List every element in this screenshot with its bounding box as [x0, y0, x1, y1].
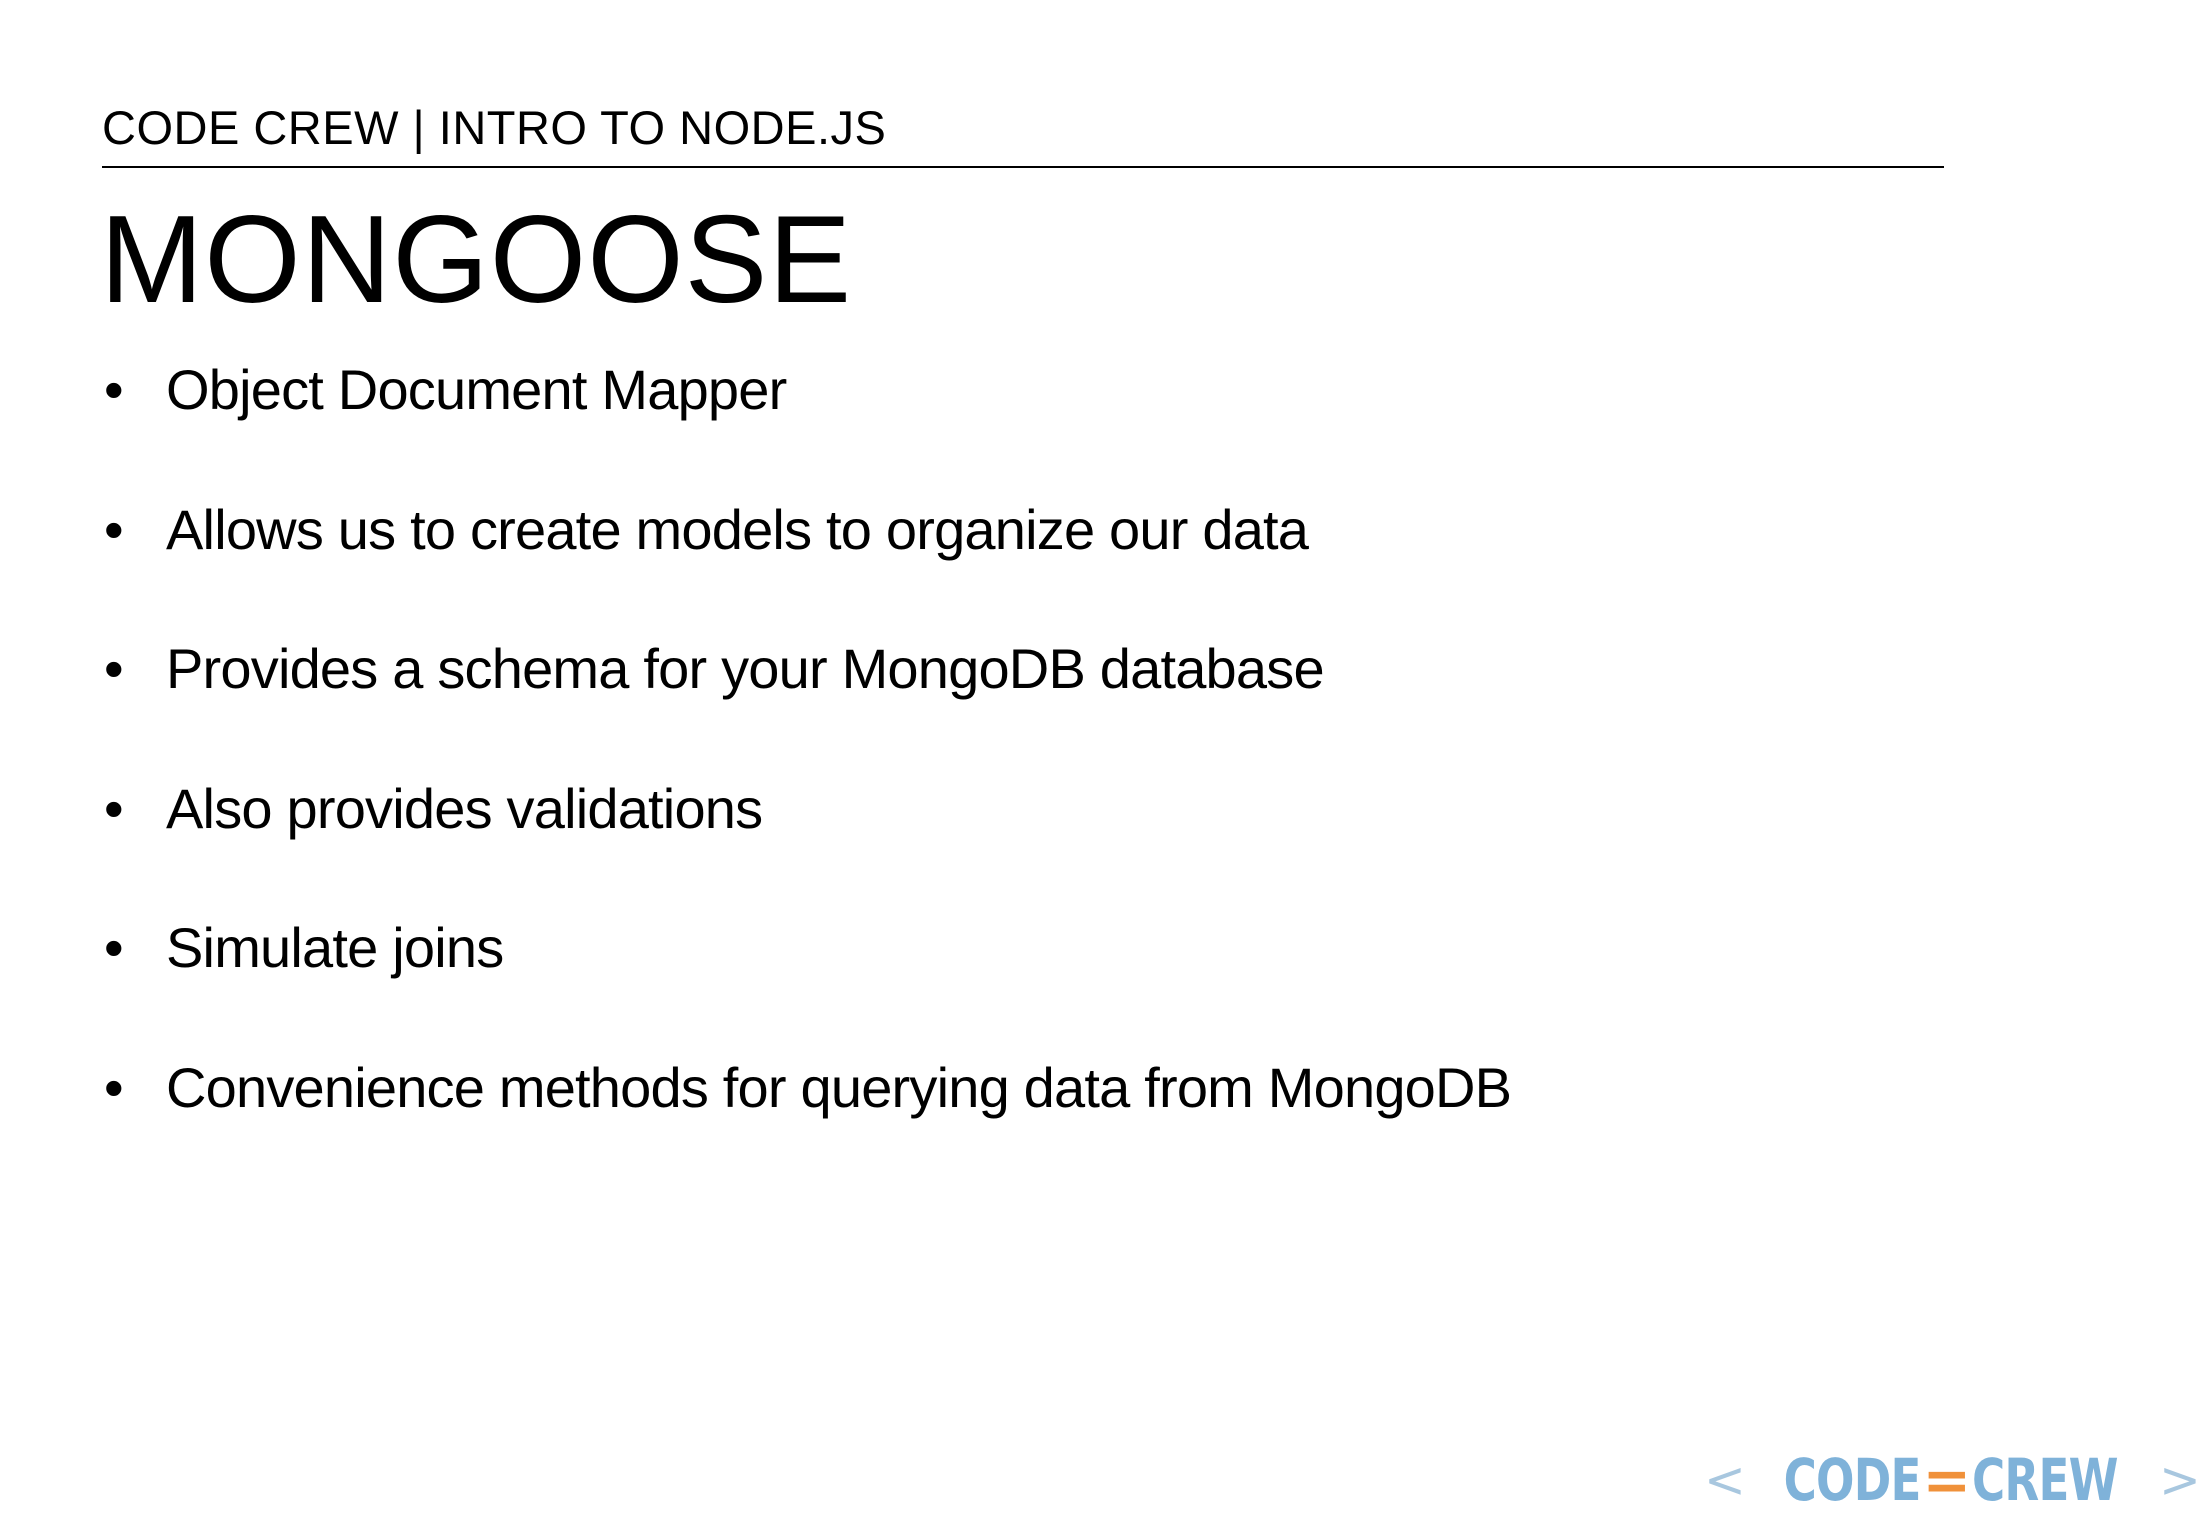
bullet-text: Convenience methods for querying data from MongoDB — [166, 1055, 1512, 1119]
header-label: CODE CREW | INTRO TO NODE.JS — [102, 101, 887, 154]
bullet-icon: • — [104, 916, 124, 979]
bullet-icon: • — [104, 637, 124, 700]
list-item — [104, 1048, 1511, 1188]
list-item — [104, 350, 1511, 490]
logo-right-bracket: > — [2158, 1451, 2200, 1509]
bullet-icon: • — [104, 497, 124, 561]
bullet-text: Simulate joins — [166, 916, 504, 979]
list-item — [104, 908, 1511, 1048]
bullet-text: Provides a schema for your MongoDB database — [166, 637, 1324, 700]
list-item — [104, 769, 1511, 909]
list-item — [104, 629, 1511, 769]
code-crew-logo — [1704, 1440, 2200, 1520]
bullet-text: Allows us to create models to organize our data — [166, 497, 1309, 561]
bullet-text: Also provides validations — [166, 776, 763, 840]
logo-equals: = — [1922, 1446, 1971, 1514]
logo-left-bracket: < — [1704, 1451, 1745, 1509]
list-item — [104, 490, 1511, 630]
bullet-icon: • — [104, 1055, 124, 1119]
bullet-list — [104, 350, 1511, 1187]
logo-word-crew: CREW — [1972, 1446, 2118, 1514]
slide-title: MONGOOSE — [100, 191, 853, 329]
header-divider — [102, 166, 1944, 168]
logo-word-code: CODE — [1783, 1446, 1921, 1514]
bullet-icon: • — [104, 776, 124, 840]
bullet-text: Object Document Mapper — [166, 358, 787, 421]
bullet-icon: • — [104, 358, 124, 421]
